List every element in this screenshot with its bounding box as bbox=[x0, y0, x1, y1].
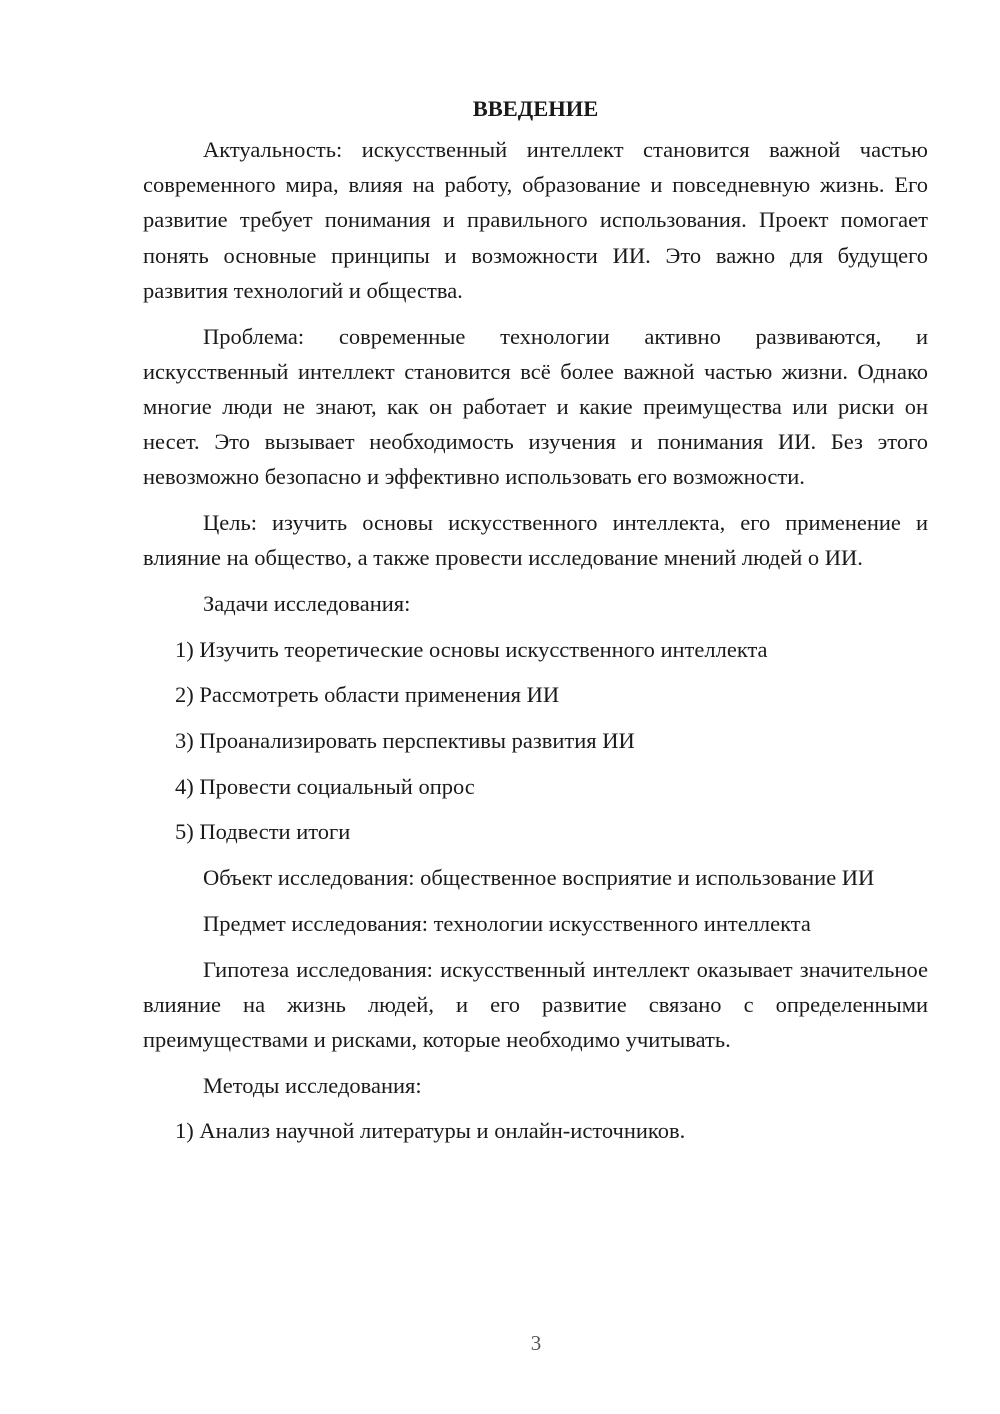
page-title: ВВЕДЕНИЕ bbox=[472, 96, 599, 121]
list-item: 1) Анализ научной литературы и онлайн-источников. bbox=[175, 1118, 686, 1144]
methods-list bbox=[143, 1113, 928, 1148]
hypothesis-paragraph: Гипотеза исследования: искусственный интеллект оказывает значительное влияние на жизнь людей, и его развитие связано с определенными преимуществами и рисками, которые необходимо учитывать. bbox=[143, 956, 928, 1052]
document-page bbox=[143, 90, 928, 1159]
tasks-list bbox=[143, 632, 928, 850]
relevance-paragraph: Актуальность: искусственный интеллект становится важной частью современного мира, влияя на работу, образование и повседневную жизнь. Его развитие требует понимания и правильного использования. Проект помогает понять основные принципы и возможности ИИ. Это важно для будущего развития технологий и общества. bbox=[143, 137, 928, 303]
object-paragraph: Объект исследования: общественное восприятие и использование ИИ bbox=[203, 865, 875, 891]
list-item: 2) Рассмотреть области применения ИИ bbox=[175, 682, 560, 708]
page-number: 3 bbox=[530, 1331, 542, 1355]
list-item: 5) Подвести итоги bbox=[175, 819, 351, 845]
list-item: 3) Проанализировать перспективы развития ИИ bbox=[175, 728, 635, 754]
goal-paragraph: Цель: изучить основы искусственного интеллекта, его применение и влияние на общество, а также провести исследование мнений людей о ИИ. bbox=[143, 510, 928, 571]
list-item: 4) Провести социальный опрос bbox=[175, 773, 475, 799]
problem-paragraph: Проблема: современные технологии активно развиваются, и искусственный интеллект становится всё более важной частью жизни. Однако многие люди не знают, как он работает и какие преимущества или риски он несет. Это вызывает необходимость изучения и понимания ИИ. Без этого невозможно безопасно и эффективно использовать его возможности. bbox=[143, 323, 928, 490]
methods-heading: Методы исследования: bbox=[203, 1072, 422, 1098]
list-item: 1) Изучить теоретические основы искусственного интеллекта bbox=[175, 636, 768, 662]
subject-paragraph: Предмет исследования: технологии искусственного интеллекта bbox=[203, 910, 811, 936]
tasks-heading: Задачи исследования: bbox=[203, 590, 411, 616]
